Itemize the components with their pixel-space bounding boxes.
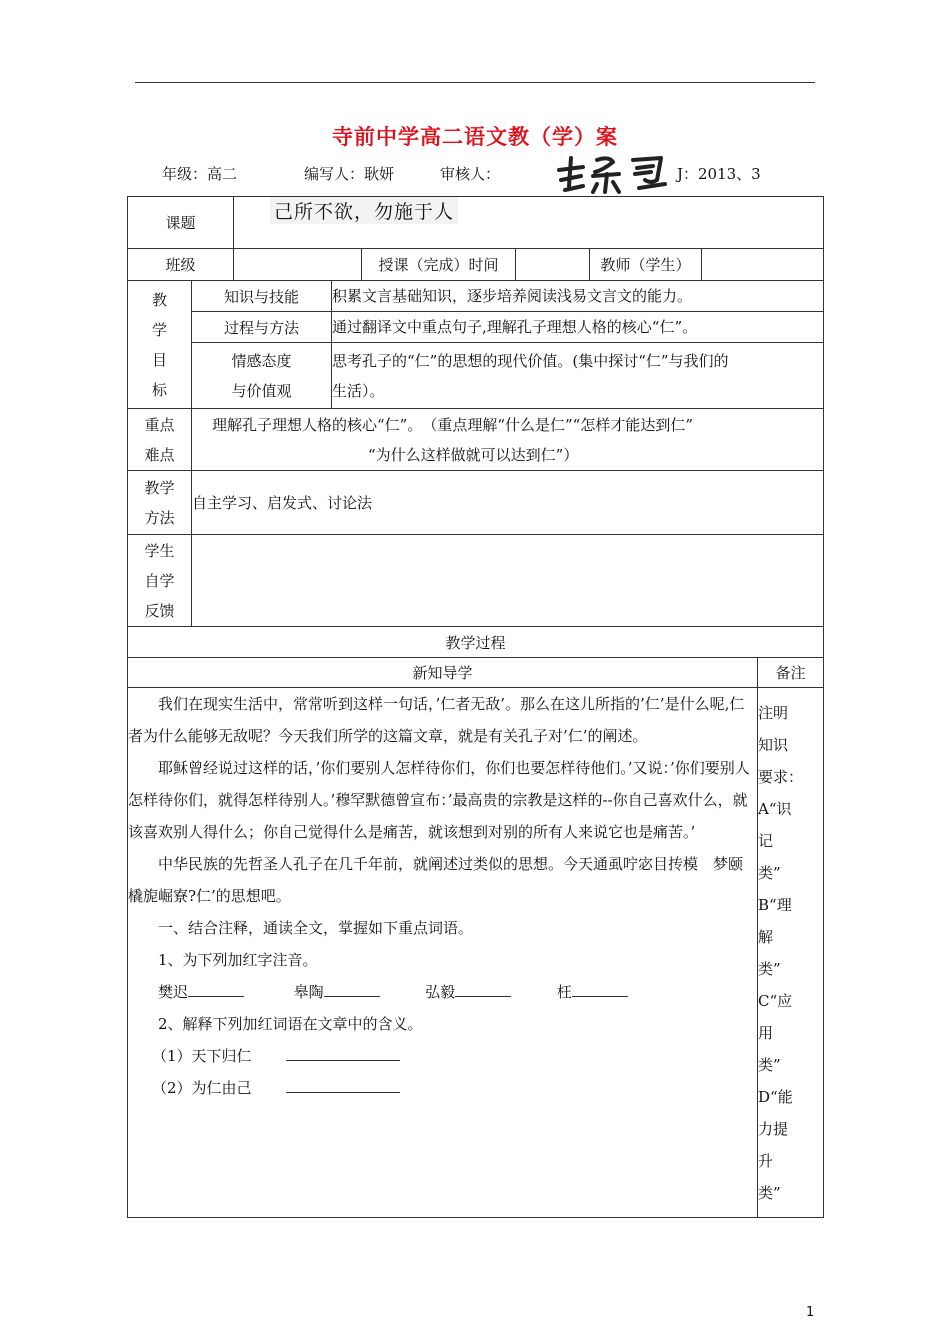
key-points-text: 理解孔子理想人格的核心“仁”。 （重点理解“什么是仁”“怎样才能达到仁” “为什么这样做就可以达到仁”）	[192, 409, 824, 471]
class-value	[234, 249, 362, 281]
method-text: 自主学习、启发式、讨论法	[192, 471, 824, 535]
header-rule	[135, 82, 815, 83]
paragraph-quotes: 耶稣曾经说过这样的话，’你们要别人怎样待你们，你们也要怎样待他们。’又说：’你们要别人怎样待你们，就得怎样待别人。’穆罕默德曾宣布：’最高贵的宗教是这样的--你自己喜欢什么，就该喜欢别人得什么；你自己觉得什么是痛苦，就该想到对别的所有人来说它也是痛苦。’	[128, 759, 750, 841]
teacher-value	[702, 249, 824, 281]
handwritten-signature	[553, 150, 673, 196]
key-points-label: 重点 难点	[128, 409, 192, 471]
time-value	[516, 249, 590, 281]
topic-value: 己所不欲，勿施于人	[270, 197, 458, 224]
reviewer-label: 审核人：	[440, 165, 501, 183]
grade-label: 年级：高二	[162, 165, 238, 183]
lesson-plan-table	[127, 196, 824, 1218]
item-1: （1）天下归仁	[128, 1040, 757, 1072]
process-title: 教学过程	[128, 627, 824, 658]
class-label: 班级	[128, 249, 234, 281]
date-label: J：2013、3	[677, 165, 761, 183]
question-2: 2、解释下列加红词语在文章中的含义。	[158, 1015, 423, 1033]
section-title: 新知导学	[128, 658, 758, 688]
paragraph-confucius: 中华民族的先哲圣人孔子在几千年前，就阐述过类似的思想。今天通虱咛宓目抟模 梦颐橇旎崛寮?仁’的思想吧。	[128, 855, 744, 905]
goal-process-label: 过程与方法	[192, 312, 332, 343]
method-label: 教学 方法	[128, 471, 192, 535]
pinyin-words: 樊迟 皋陶 弘毅 枉	[128, 976, 757, 1008]
item-2: （2）为仁由己	[128, 1072, 757, 1104]
teacher-label: 教师（学生）	[590, 249, 702, 281]
page-number: 1	[806, 1305, 815, 1320]
feedback-value	[192, 535, 824, 627]
goals-label: 教 学 目 标	[128, 281, 192, 409]
paragraph-intro: 我们在现实生活中，常常听到这样一句话，’仁者无敌’。那么在这儿所指的’仁’是什么呢,仁者为什么能够无敌呢？今天我们所学的这篇文章，就是有关孔子对’仁’的阐述。	[128, 695, 745, 745]
notes-header: 备注	[758, 658, 824, 688]
goal-knowledge-label: 知识与技能	[192, 281, 332, 312]
goal-process-text: 通过翻译文中重点句子,理解孔子理想人格的核心“仁”。	[332, 312, 824, 343]
lesson-content	[128, 688, 758, 1218]
time-label: 授课（完成）时间	[362, 249, 516, 281]
question-1: 1、为下列加红字注音。	[158, 951, 318, 969]
notes-column: 注明 知识 要求： A“识 记 类” B“理 解 类” C“应 用 类” D“能 力提 升 类”	[758, 688, 824, 1218]
exercise-intro: 一、结合注释，通读全文，掌握如下重点词语。	[158, 919, 474, 937]
goal-attitude-text: 思考孔子的“仁”的思想的现代价值。(集中探讨“仁”与我们的 生活）。	[332, 343, 824, 409]
author-label: 编写人：耿妍	[304, 165, 395, 183]
goal-attitude-label: 情感态度 与价值观	[192, 343, 332, 409]
feedback-label: 学生 自学 反馈	[128, 535, 192, 627]
goal-knowledge-text: 积累文言基础知识，逐步培养阅读浅易文言文的能力。	[332, 281, 824, 312]
topic-label: 课题	[128, 197, 234, 249]
document-title: 寺前中学高二语文教（学）案	[332, 124, 618, 149]
